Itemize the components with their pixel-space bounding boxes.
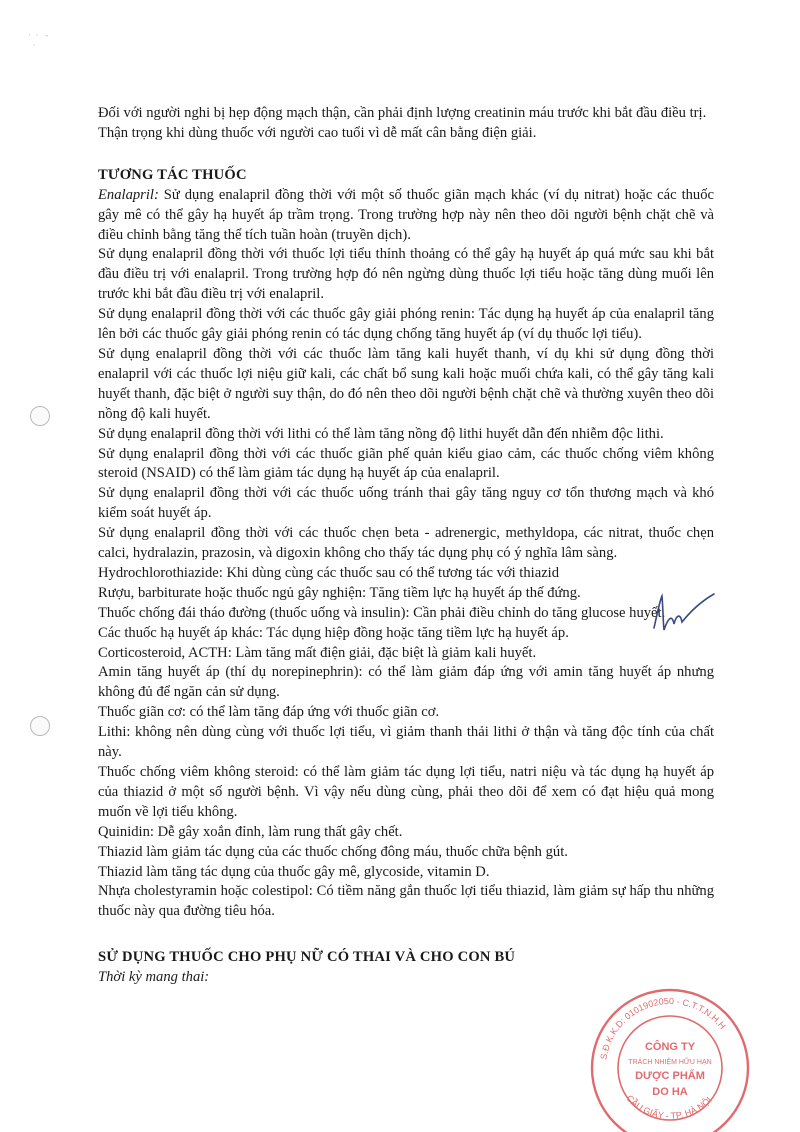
enalapril-lead: Enalapril:	[98, 186, 159, 203]
pregnancy-subheading: Thời kỳ mang thai:	[98, 969, 210, 986]
interaction-paragraph: Thiazid làm tăng tác dụng của thuốc gây mê, glycoside, vitamin D.	[98, 863, 490, 880]
stamp-ring-text: S.Đ.K.K.D: 0101902050 - C.T.T.N.H.H	[598, 995, 728, 1061]
interaction-paragraph: Thuốc giãn cơ: có thể làm tăng đáp ứng với thuốc giãn cơ.	[98, 704, 440, 721]
stamp-ring-bottom: CẦU GIẤY - TP. HÀ NỘI	[624, 1093, 714, 1121]
interaction-paragraph: Rượu, barbiturate hoặc thuốc ngủ gây nghiện: Tăng tiềm lực hạ huyết áp thế đứng.	[98, 584, 581, 601]
interaction-paragraph: Thiazid làm giảm tác dụng của các thuốc chống đông máu, thuốc chữa bệnh gút.	[98, 843, 568, 860]
interaction-paragraph: Corticosteroid, ACTH: Làm tăng mất điện giải, đặc biệt là giảm kali huyết.	[98, 644, 537, 661]
interaction-paragraph: Sử dụng enalapril đồng thời với các thuốc làm tăng kali huyết thanh, ví dụ khi sử dụng đồng thời enalapril với các thuốc lợi niệu giữ kali, các chất bổ sung kali hoặc muối chứa kali, có thể gây tăng kali huyết thanh, đặc biệt ở người suy thận, do đó nên theo dõi người bệnh chặt chẽ và thường xuyên theo dõi nồng độ kali huyết.	[98, 345, 714, 422]
stamp-line: CÔNG TY	[644, 1041, 696, 1053]
stamp-line: DO HA	[652, 1086, 688, 1098]
stamp-line: TRÁCH NHIỆM HỮU HẠN	[628, 1059, 712, 1066]
interaction-paragraph: Sử dụng enalapril đồng thời với các thuốc chẹn beta - adrenergic, methyldopa, các nitrat, thuốc chẹn calci, hydralazin, prazosin, và digoxin không cho thấy tác dụng phụ có ý nghĩa lâm sàng.	[98, 525, 714, 562]
pregnancy-heading: SỬ DỤNG THUỐC CHO PHỤ NỮ CÓ THAI VÀ CHO CON BÚ	[98, 949, 516, 966]
interaction-paragraph: Sử dụng enalapril đồng thời với lithi có thể làm tăng nồng độ lithi huyết dẫn đến nhiễm độc lithi.	[98, 425, 664, 442]
punch-hole	[30, 716, 50, 736]
company-stamp	[586, 982, 752, 1132]
intro-paragraph: Đối với người nghi bị hẹp động mạch thận, cần phải định lượng creatinin máu trước khi bắt đầu điều trị.	[98, 105, 707, 121]
stamp-line: DƯỢC PHẨM	[635, 1070, 705, 1082]
interaction-paragraph: Các thuốc hạ huyết áp khác: Tác dụng hiệp đồng hoặc tăng tiềm lực hạ huyết áp.	[98, 624, 569, 641]
interaction-paragraph: Hydrochlorothiazide: Khi dùng cùng các thuốc sau có thể tương tác với thiazid	[98, 564, 560, 581]
document-body	[98, 104, 714, 988]
interaction-paragraph: Lithi: không nên dùng cùng với thuốc lợi tiểu, vì giảm thanh thải lithi ở thận và tăng độc tính của chất này.	[98, 724, 714, 761]
enalapril-text: Sử dụng enalapril đồng thời với một số thuốc giãn mạch khác (ví dụ nitrat) hoặc các thuốc gây mê có thể gây hạ huyết áp trầm trọng. Trong trường hợp này nên theo dõi người bệnh chặt chẽ và điều chỉnh bằng tăng thể tích tuần hoàn (truyền dịch).	[98, 186, 714, 243]
interaction-paragraph: Amin tăng huyết áp (thí dụ norepinephrin): có thể làm giảm đáp ứng với amin tăng huyết áp nhưng không đủ để ngăn cản sử dụng.	[98, 664, 714, 701]
interaction-paragraph: Sử dụng enalapril đồng thời với các thuốc gây giải phóng renin: Tác dụng hạ huyết áp của enalapril tăng lên bởi các thuốc gây giải phóng renin có tác dụng chống tăng huyết áp (ví dụ thuốc lợi tiểu).	[98, 306, 714, 343]
interaction-paragraph: Nhựa cholestyramin hoặc colestipol: Có tiềm năng gắn thuốc lợi tiểu thiazid, làm giảm sự hấp thu những thuốc này qua đường tiêu hóa.	[98, 883, 714, 920]
interaction-paragraph: Thuốc chống viêm không steroid: có thể làm giảm tác dụng lợi tiểu, natri niệu và tác dụng hạ huyết áp của thiazid ở một số người bệnh. Vì vậy nếu dùng cùng, phải theo dõi để xem có đạt hiệu quả mong muốn về lợi tiểu không.	[98, 764, 714, 820]
interaction-paragraph: Thuốc chống đái tháo đường (thuốc uống và insulin): Cần phải điều chỉnh do tăng glucose huyết.	[98, 604, 666, 621]
signature-mark	[650, 590, 720, 640]
interactions-heading: TƯƠNG TÁC THUỐC	[98, 166, 247, 183]
interaction-paragraph: Sử dụng enalapril đồng thời với các thuốc giãn phế quản kiểu giao cảm, các thuốc chống viêm không steroid (NSAID) có thể làm giảm tác dụng hạ huyết áp của enalapril.	[98, 445, 714, 482]
interaction-paragraph: Quinidin: Dễ gây xoắn đỉnh, làm rung thất gây chết.	[98, 823, 403, 840]
interaction-paragraph	[98, 186, 714, 246]
punch-hole	[30, 406, 50, 426]
scan-specks: · · - ·	[28, 30, 49, 50]
interaction-paragraph: Sử dụng enalapril đồng thời với các thuốc uống tránh thai gây tăng nguy cơ tổn thương mạch và khó kiểm soát huyết áp.	[98, 485, 714, 522]
intro-paragraph: Thận trọng khi dùng thuốc với người cao tuổi vì dễ mất cân bằng điện giải.	[98, 124, 537, 141]
interaction-paragraph: Sử dụng enalapril đồng thời với thuốc lợi tiểu thỉnh thoảng có thể gây hạ huyết áp quá mức sau khi bắt đầu điều trị với enalapril. Trong trường hợp đó nên ngừng dùng thuốc lợi tiểu hoặc tăng dùng muối lên trước khi bắt đầu điều trị với enalapril.	[98, 246, 714, 303]
